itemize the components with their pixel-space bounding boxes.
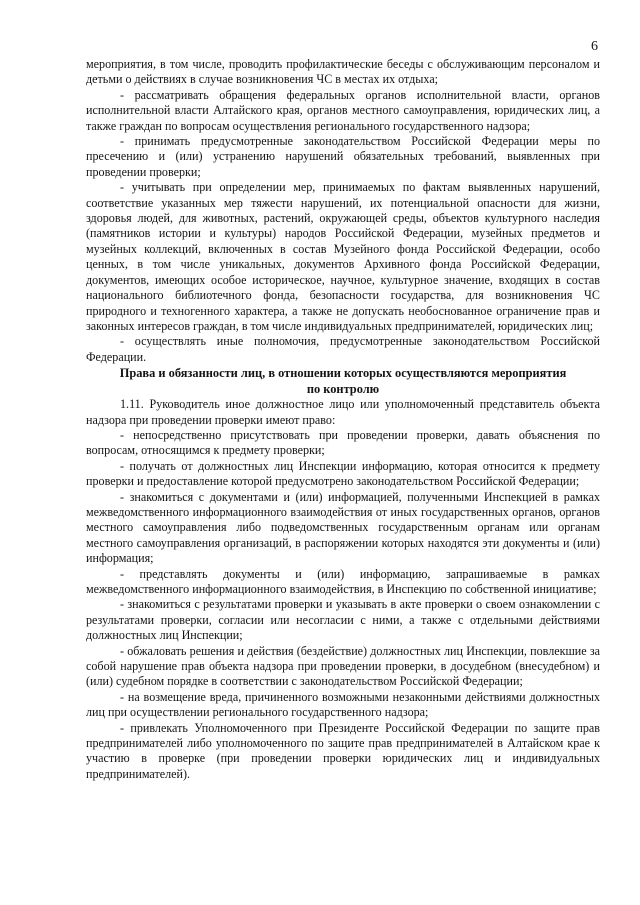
paragraph: - на возмещение вреда, причиненного возможными незаконными действиями должностных лиц при осуществлении регионального государственного надзора; [86,689,600,720]
section-heading-line-2: по контролю [306,382,380,397]
paragraph: - рассматривать обращения федеральных органов исполнительной власти, органов исполнительной власти Алтайского края, органов местного самоуправления, юридических лиц, а также граждан по вопросам осуществления регионального государственного надзора; [86,87,600,133]
paragraph: - осуществлять иные полномочия, предусмотренные законодательством Российской Федерации. [86,334,600,364]
paragraph: - знакомиться с результатами проверки и указывать в акте проверки о своем ознакомлении с результатами проверки, согласии или несогласии с ними, а также с отдельными действиями должностных лиц Инспекции; [86,597,600,643]
paragraph: - представлять документы и (или) информацию, запрашиваемые в рамках межведомственного информационного взаимодействия, в Инспекцию по собственной инициативе; [86,566,600,596]
paragraph: - непосредственно присутствовать при проведении проверки, давать объяснения по вопросам, относящимся к предмету проверки; [86,427,600,458]
paragraph: - знакомиться с документами и (или) информацией, полученными Инспекцией в рамках межведомственного информационного взаимодействия от иных государственных органов, органов местного самоуправления либо подведомственных государственным органам или органам местного самоуправления организаций, в распоряжении которых находятся эти документы и (или) информация; [86,489,600,566]
paragraph: 1.11. Руководитель иное должностное лицо или уполномоченный представитель объекта надзора при проведении проверки имеют право: [86,397,600,427]
section-heading-line-1: Права и обязанности лиц, в отношении которых осуществляются мероприятия [119,366,567,381]
document-body [86,57,600,782]
paragraph: - обжаловать решения и действия (бездействие) должностных лиц Инспекции, повлекшие за собой нарушение прав объекта надзора при проведении проверки, в досудебном (внесудебном) и (или) судебном порядке в соответствии с законодательством Российской Федерации; [86,643,600,689]
paragraph-continuation: мероприятия, в том числе, проводить профилактические беседы с обслуживающим персоналом и детьми о действиях в случае возникновения ЧС в местах их отдыха; [86,57,600,87]
paragraph: - учитывать при определении мер, принимаемых по фактам выявленных нарушений, соответствие указанных мер тяжести нарушений, их потенциальной опасности для жизни, здоровья людей, для животных, растений, окружающей среды, объектов культурного наследия (памятников истории и культуры) народов Российской Федерации, музейных предметов и музейных коллекций, включенных в состав Музейного фонда Российской Федерации, особо ценных, в том числе уникальных, документов Архивного фонда Российской Федерации, документов, имеющих особое историческое, научное, культурное значение, входящих в состав национального библиотечного фонда, безопасности государства, для возникновения ЧС природного и техногенного характера, а также не допускать необоснованное ограничение прав и законных интересов граждан, в том числе индивидуальных предпринимателей, юридических лиц; [86,180,600,333]
paragraph: - принимать предусмотренные законодательством Российской Федерации меры по пресечению и (или) устранению нарушений обязательных требований, выявленных при проведении проверки; [86,134,600,179]
page-number: 6 [591,39,598,54]
paragraph: - получать от должностных лиц Инспекции информацию, которая относится к предмету проверки и предоставление которой предусмотрено законодательством Российской Федерации; [86,458,600,489]
paragraph: - привлекать Уполномоченного при Президенте Российской Федерации по защите прав предпринимателей либо уполномоченного по защите прав предпринимателей в Алтайском крае к участию в проверке (при проведении проверки юридических лиц и индивидуальных предпринимателей). [86,720,600,781]
section-heading [86,365,600,397]
